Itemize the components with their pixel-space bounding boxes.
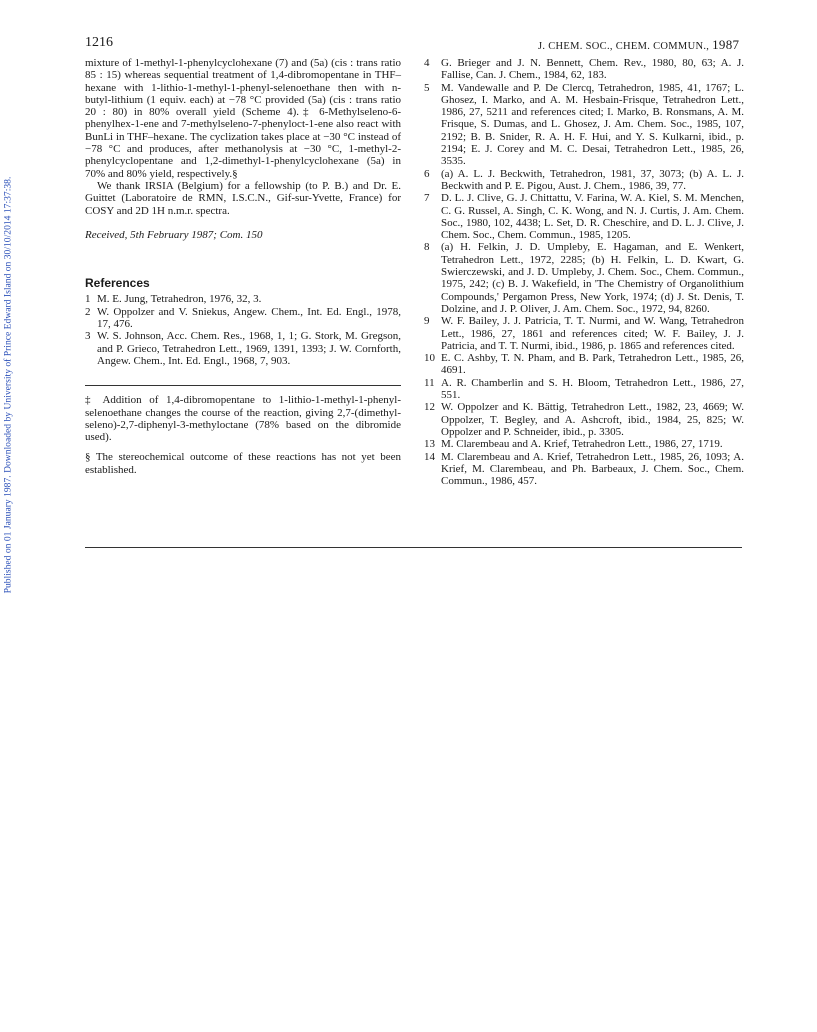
- reference-number: 1: [85, 293, 91, 306]
- page-bottom-rule: [85, 547, 742, 548]
- reference-text: M. Clarembeau and A. Krief, Tetrahedron Lett., 1986, 27, 1719.: [441, 438, 723, 451]
- footnote: ‡ Addition of 1,4-dibromopentane to 1-lithio-1-methyl-1-phenyl-selenoethane changes the course of the reaction, giving 2,7-(dimethyl-seleno)-2,7-diphenyl-3-methyloctane (78% based on the dibromide used).: [85, 394, 401, 444]
- reference-number: 7: [424, 192, 430, 205]
- watermark-text[interactable]: Published on 01 January 1987. Downloaded by University of Prince Edward Island on 30/10/2014 17:37:38.: [2, 176, 14, 594]
- footnote-divider: [85, 385, 401, 386]
- references-list-left: [85, 293, 401, 367]
- reference-number: 3: [85, 330, 91, 343]
- reference-text: W. S. Johnson, Acc. Chem. Res., 1968, 1, 1; G. Stork, M. Gregson, and P. Grieco, Tetrahedron Lett., 1969, 1391, 1393; J. W. Cornforth, Angew. Chem., Int. Ed. Engl., 1968, 7, 903.: [97, 330, 401, 367]
- reference-text: W. Oppolzer and V. Sniekus, Angew. Chem., Int. Ed. Engl., 1978, 17, 476.: [97, 305, 401, 331]
- footnote: § The stereochemical outcome of these reactions has not yet been established.: [85, 451, 401, 476]
- reference-text: M. E. Jung, Tetrahedron, 1976, 32, 3.: [97, 293, 262, 306]
- reference-item: [424, 401, 744, 438]
- journal-name: J. CHEM. SOC., CHEM. COMMUN.,: [538, 41, 710, 52]
- reference-item: [424, 451, 744, 488]
- body-paragraph: mixture of 1-methyl-1-phenylcyclohexane (7) and (5a) (cis : trans ratio 85 : 15) whereas sequential treatment of 1,4-dibromopentane in THF–hexane with 1-lithio-1-methyl-1-phenyl-selenoethane then with n-butyl-lithium (1 equiv. each) at −78 °C provided (5a) (cis : trans ratio 20 : 80) in 80% overall yield (Scheme 4).‡ 6-Methylseleno-6-phenylhex-1-ene and 7-methylseleno-7-phenyloct-1-ene also react with BunLi in THF–hexane. The cyclization takes place at −30 °C instead of −78 °C and produces, after methanolysis at −30 °C, 1-methyl-2-phenylcyclopentane and 1,2-dimethyl-1-phenylcyclohexane (5a) in 70% and 80% yield, respectively.§: [85, 57, 401, 180]
- reference-item: [424, 377, 744, 402]
- reference-number: 8: [424, 241, 430, 254]
- references-heading: References: [85, 276, 150, 291]
- reference-number: 12: [424, 401, 435, 414]
- reference-text: M. Clarembeau and A. Krief, Tetrahedron Lett., 1985, 26, 1093; A. Krief, M. Clarembeau, and Ph. Barbeaux, J. Chem. Soc., Chem. Commun., 1986, 457.: [441, 450, 744, 488]
- reference-text: D. L. J. Clive, G. J. Chittattu, V. Farina, W. A. Kiel, S. M. Menchen, C. G. Russel, A. Singh, C. K. Wong, and N. J. Curtis, J. Am. Chem. Soc., 1980, 102, 4438; L. Set, D. R. Cheschire, and D. L. J. Clive, J. Chem. Soc., Chem. Commun., 1985, 1205.: [441, 192, 744, 242]
- reference-number: 13: [424, 438, 435, 451]
- reference-text: G. Brieger and J. N. Bennett, Chem. Rev., 1980, 80, 63; A. J. Fallise, Can. J. Chem., 1984, 62, 183.: [441, 57, 744, 82]
- reference-item: [424, 82, 744, 168]
- download-watermark: [0, 150, 16, 620]
- journal-header: [538, 37, 739, 53]
- reference-text: W. F. Bailey, J. J. Patricia, T. T. Nurmi, and W. Wang, Tetrahedron Lett., 1986, 27, 1861 and references cited; W. F. Bailey, J. J. Patricia, and T. T. Nurmi, ibid., 1986, p. 1865 and references cited.: [441, 315, 744, 352]
- reference-number: 9: [424, 315, 430, 328]
- reference-number: 4: [424, 57, 430, 69]
- reference-number: 5: [424, 81, 430, 94]
- journal-year: 1987: [712, 37, 740, 52]
- reference-item: [424, 192, 744, 241]
- reference-text: (a) A. L. J. Beckwith, Tetrahedron, 1981, 37, 3073; (b) A. L. J. Beckwith and P. E. Pigou, Aust. J. Chem., 1986, 39, 77.: [441, 167, 744, 192]
- acknowledgement-paragraph: We thank IRSIA (Belgium) for a fellowship (to P. B.) and Dr. E. Guittet (Laboratoire de RMN, I.S.C.N., Gif-sur-Yvette, France) for COSY and 2D 1H n.m.r. spectra.: [85, 179, 401, 217]
- reference-item: [424, 352, 744, 377]
- reference-item: [424, 57, 744, 82]
- reference-number: 6: [424, 167, 430, 180]
- reference-text: A. R. Chamberlin and S. H. Bloom, Tetrahedron Lett., 1986, 27, 551.: [441, 376, 744, 402]
- reference-item: [424, 241, 744, 315]
- references-list-right: [424, 57, 744, 487]
- reference-item: [85, 330, 401, 367]
- page-number: 1216: [85, 35, 113, 50]
- reference-item: [85, 306, 401, 331]
- right-column: [424, 57, 744, 487]
- reference-number: 11: [424, 376, 435, 389]
- reference-text: M. Vandewalle and P. De Clercq, Tetrahedron, 1985, 41, 1767; L. Ghosez, I. Marko, and A. M. Hesbain-Frisque, Tetrahedron Lett., 1986, 27, 5211 and references cited; I. Marko, B. Ronsmans, A. M. Frisque, S. Dumas, and L. Ghosez, J. Am. Chem. Soc., 1985, 107, 2192; B. B. Snider, R. A. H. F. Hui, and Y. S. Kulkarni, ibid., p. 2194; E. J. Corey and M. C. Desai, Tetrahedron Lett., 1985, 26, 3535.: [441, 81, 744, 168]
- reference-number: 14: [424, 450, 435, 463]
- reference-text: W. Oppolzer and K. Bättig, Tetrahedron Lett., 1982, 23, 4669; W. Oppolzer, T. Begley, and A. Ashcroft, ibid., 1984, 25, 825; W. Oppolzer and P. Schneider, ibid., p. 3305.: [441, 401, 744, 438]
- reference-item: [424, 315, 744, 352]
- reference-item: [85, 293, 401, 305]
- left-column: [85, 57, 401, 484]
- reference-number: 2: [85, 305, 91, 318]
- reference-number: 10: [424, 352, 435, 365]
- reference-item: [424, 438, 744, 450]
- reference-item: [424, 168, 744, 193]
- received-line: Received, 5th February 1987; Com. 150: [85, 228, 263, 241]
- footnotes: [85, 394, 401, 476]
- reference-text: E. C. Ashby, T. N. Pham, and B. Park, Tetrahedron Lett., 1985, 26, 4691.: [441, 352, 744, 377]
- reference-text: (a) H. Felkin, J. D. Umpleby, E. Hagaman, and E. Wenkert, Tetrahedron Lett., 1972, 2285; (b) H. Felkin, L. D. Kwart, G. Swierczewski, and J. D. Umpleby, J. Chem. Soc., Chem. Commun., 1975, 242; (c) B. J. Wakefield, in 'The Chemistry of Organolithium Compounds,' Pergamon Press, New York, 1974; (d) J. St. Denis, T. Dolzine, and J. P. Oliver, J. Am. Chem. Soc., 1972, 94, 8260.: [441, 241, 744, 315]
